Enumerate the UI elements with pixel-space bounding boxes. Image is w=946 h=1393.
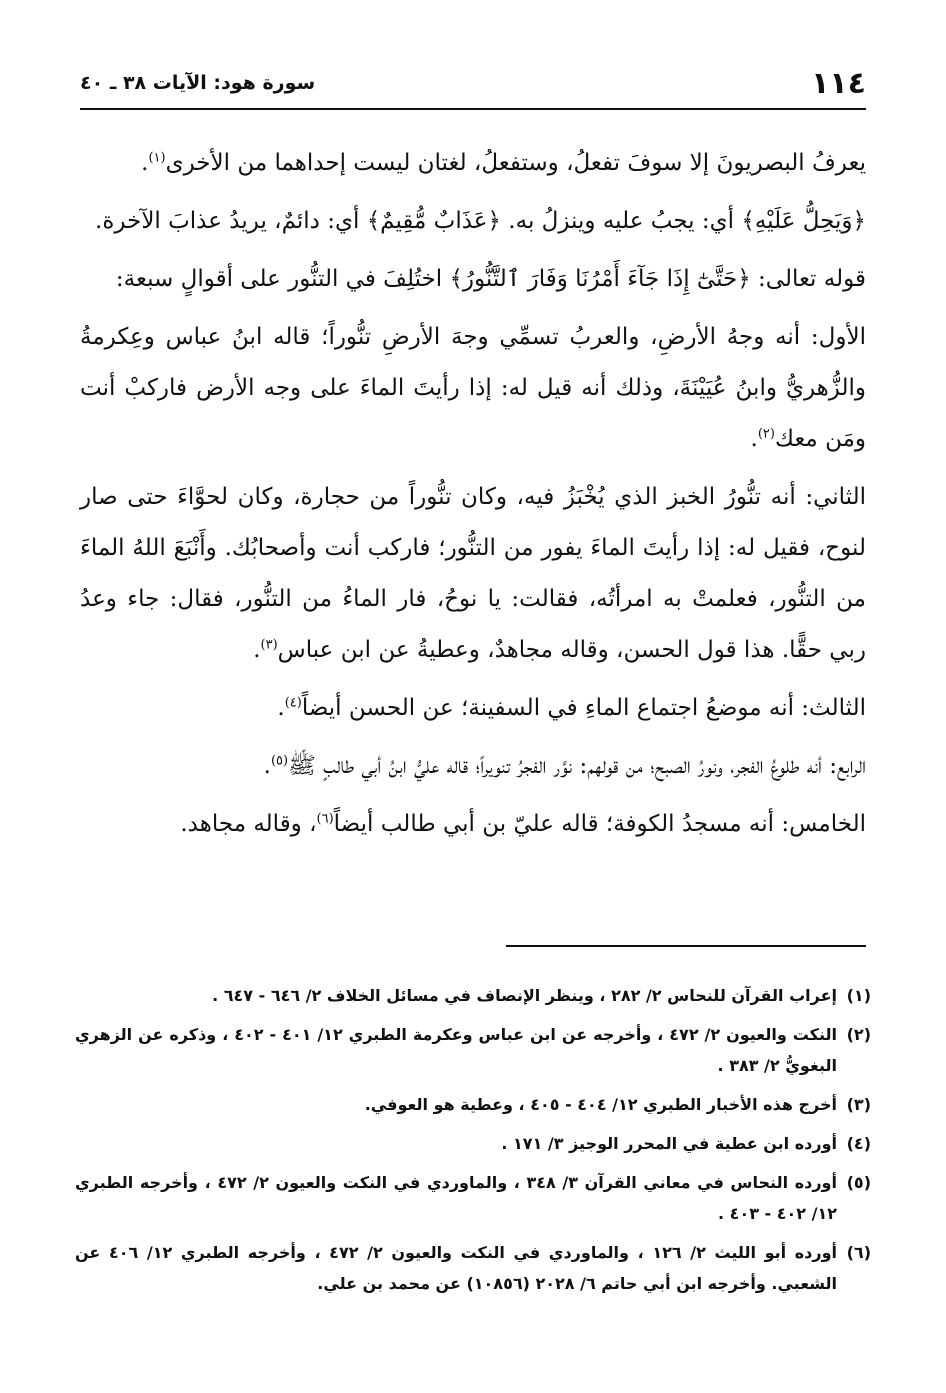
footnote-number: (١) (846, 986, 871, 1005)
footnote-ref[interactable]: (٢) (757, 426, 775, 442)
footnote-text: إعراب القرآن للنحاس ٢/ ٢٨٢ ، وينظر الإنصاف في مسائل الخلاف ٢/ ٦٤٦ - ٦٤٧ . (212, 986, 837, 1005)
paragraph-tail: ، وقاله مجاهد. (180, 811, 317, 837)
footnote-ref[interactable]: (٦) (316, 811, 334, 827)
paragraph-text: قوله تعالى: ﴿حَتَّىٰٓ إِذَا جَآءَ أَمْرُنَا وَفَارَ ٱلتَّنُّورُ﴾ اختُلِفَ في التنُّور على أقوالٍ سبعة: (115, 266, 866, 292)
paragraph-text: الثاني: أنه تنُّورُ الخبز الذي يُخْبَزُ فيه، وكان تنُّوراً من حجارة، وكان لحوَّاءَ حتى صار لنوح، فقيل له: إذا رأيتَ الماءَ يفور من التنُّور؛ فاركب أنت وأصحابُك. وأَنْبَعَ اللهُ الماءَ من التنُّور، فعلمتْ به امرأتُه، فقالت: يا نوحُ، فار الماءُ من التنُّور، فقال: جاء وعدُ ربي حقًّا. هذا قول الحسن، وقاله مجاهدٌ، وعطيةُ عن ابن عباس (80, 484, 866, 663)
paragraph-2 (80, 196, 866, 247)
paragraph-3 (80, 254, 866, 305)
paragraph-text: يعرفُ البصريونَ إلا سوفَ تفعلُ، وستفعلُ، لغتان ليست إحداهما من الأخرى (165, 150, 866, 176)
footnote-2 (75, 1019, 871, 1081)
footnote-text: النكت والعيون ٢/ ٤٧٢ ، وأخرجه عن ابن عباس وعكرمة الطبري ١٢/ ٤٠١ - ٤٠٢ ، وذكره عن الزهري البغويُّ ٢/ ٣٨٣ . (75, 1025, 837, 1075)
footnote-number: (٢) (846, 1025, 871, 1044)
footnote-3 (75, 1089, 871, 1120)
paragraph-8 (80, 799, 866, 850)
footnote-ref[interactable]: (٤) (284, 695, 302, 711)
running-title: سورة هود: الآيات ٣٨ ـ ٤٠ (80, 72, 316, 94)
paragraph-text: الخامس: أنه مسجدُ الكوفة؛ قاله عليّ بن أبي طالب أيضاً (333, 811, 866, 837)
paragraph-7 (80, 741, 866, 792)
paragraph-text: ﴿وَيَحِلُّ عَلَيْهِ﴾ أي: يجبُ عليه وينزلُ به. ﴿عَذَابٌ مُّقِيمٌ﴾ أي: دائمٌ، يريدُ عذابَ الآخرة. (95, 208, 866, 234)
footnote-number: (٤) (846, 1134, 871, 1153)
paragraph-5 (80, 472, 866, 676)
footnote-number: (٦) (846, 1243, 871, 1262)
footnote-5 (75, 1167, 871, 1229)
footnote-ref[interactable]: (٥) (270, 753, 289, 769)
footnote-4 (75, 1128, 871, 1159)
footnote-number: (٣) (846, 1095, 871, 1114)
paragraph-6 (80, 683, 866, 734)
footnote-ref[interactable]: (١) (148, 150, 166, 166)
page-number: ١١٤ (811, 66, 866, 101)
footnote-divider (506, 945, 866, 947)
footnote-text: أورده أبو الليث ٢/ ١٢٦ ، والماوردي في النكت والعيون ٢/ ٤٧٢ ، وأخرجه الطبري ١٢/ ٤٠٦ عن الشعبي. وأخرجه ابن أبي حاتم ٦/ ٢٠٢٨ (١٠٨٥٦) عن محمد بن علي. (75, 1243, 838, 1293)
footnote-number: (٥) (846, 1173, 871, 1192)
paragraph-4 (80, 312, 866, 465)
page-header (80, 62, 866, 110)
paragraph-text: الثالث: أنه موضعُ اجتماع الماءِ في السفينة؛ عن الحسن أيضاً (301, 695, 866, 721)
paragraph-text: الرابع: أنه طلوعُ الفجر، ونورُ الصبح؛ من قولهم: نوَّر الفجرُ تنويراً؛ قاله عليُّ ابنُ أبي طالبٍ ﷺ (288, 753, 866, 779)
footnote-ref[interactable]: (٣) (260, 637, 278, 653)
footnote-text: أورده ابن عطية في المحرر الوجيز ٣/ ١٧١ . (501, 1134, 837, 1153)
footnote-6 (75, 1237, 871, 1299)
paragraph-end: . (141, 150, 149, 176)
footnote-text: أخرج هذه الأخبار الطبري ١٢/ ٤٠٤ - ٤٠٥ ، وعطية هو العوفي. (364, 1095, 837, 1114)
paragraph-end: . (263, 753, 271, 779)
main-text (80, 138, 866, 857)
footnotes (75, 980, 871, 1307)
paragraph-1 (80, 138, 866, 189)
footnote-1 (75, 980, 871, 1011)
paragraph-text: الأول: أنه وجهُ الأرضِ، والعربُ تسمِّي وجهَ الأرضِ تنُّوراً؛ قاله ابنُ عباس وعِكرمةُ والزُّهريُّ وابنُ عُيَيْنَةَ، وذلك أنه قيل له: إذا رأيتَ الماءَ على وجه الأرض فاركبْ أنت ومَن معك (80, 324, 866, 452)
footnote-text: أورده النحاس في معاني القرآن ٣/ ٣٤٨ ، والماوردي في النكت والعيون ٢/ ٤٧٢ ، وأخرجه الطبري ١٢/ ٤٠٢ - ٤٠٣ . (75, 1173, 837, 1223)
paragraph-end: . (277, 695, 285, 721)
paragraph-end: . (750, 426, 758, 452)
paragraph-end: . (253, 637, 261, 663)
